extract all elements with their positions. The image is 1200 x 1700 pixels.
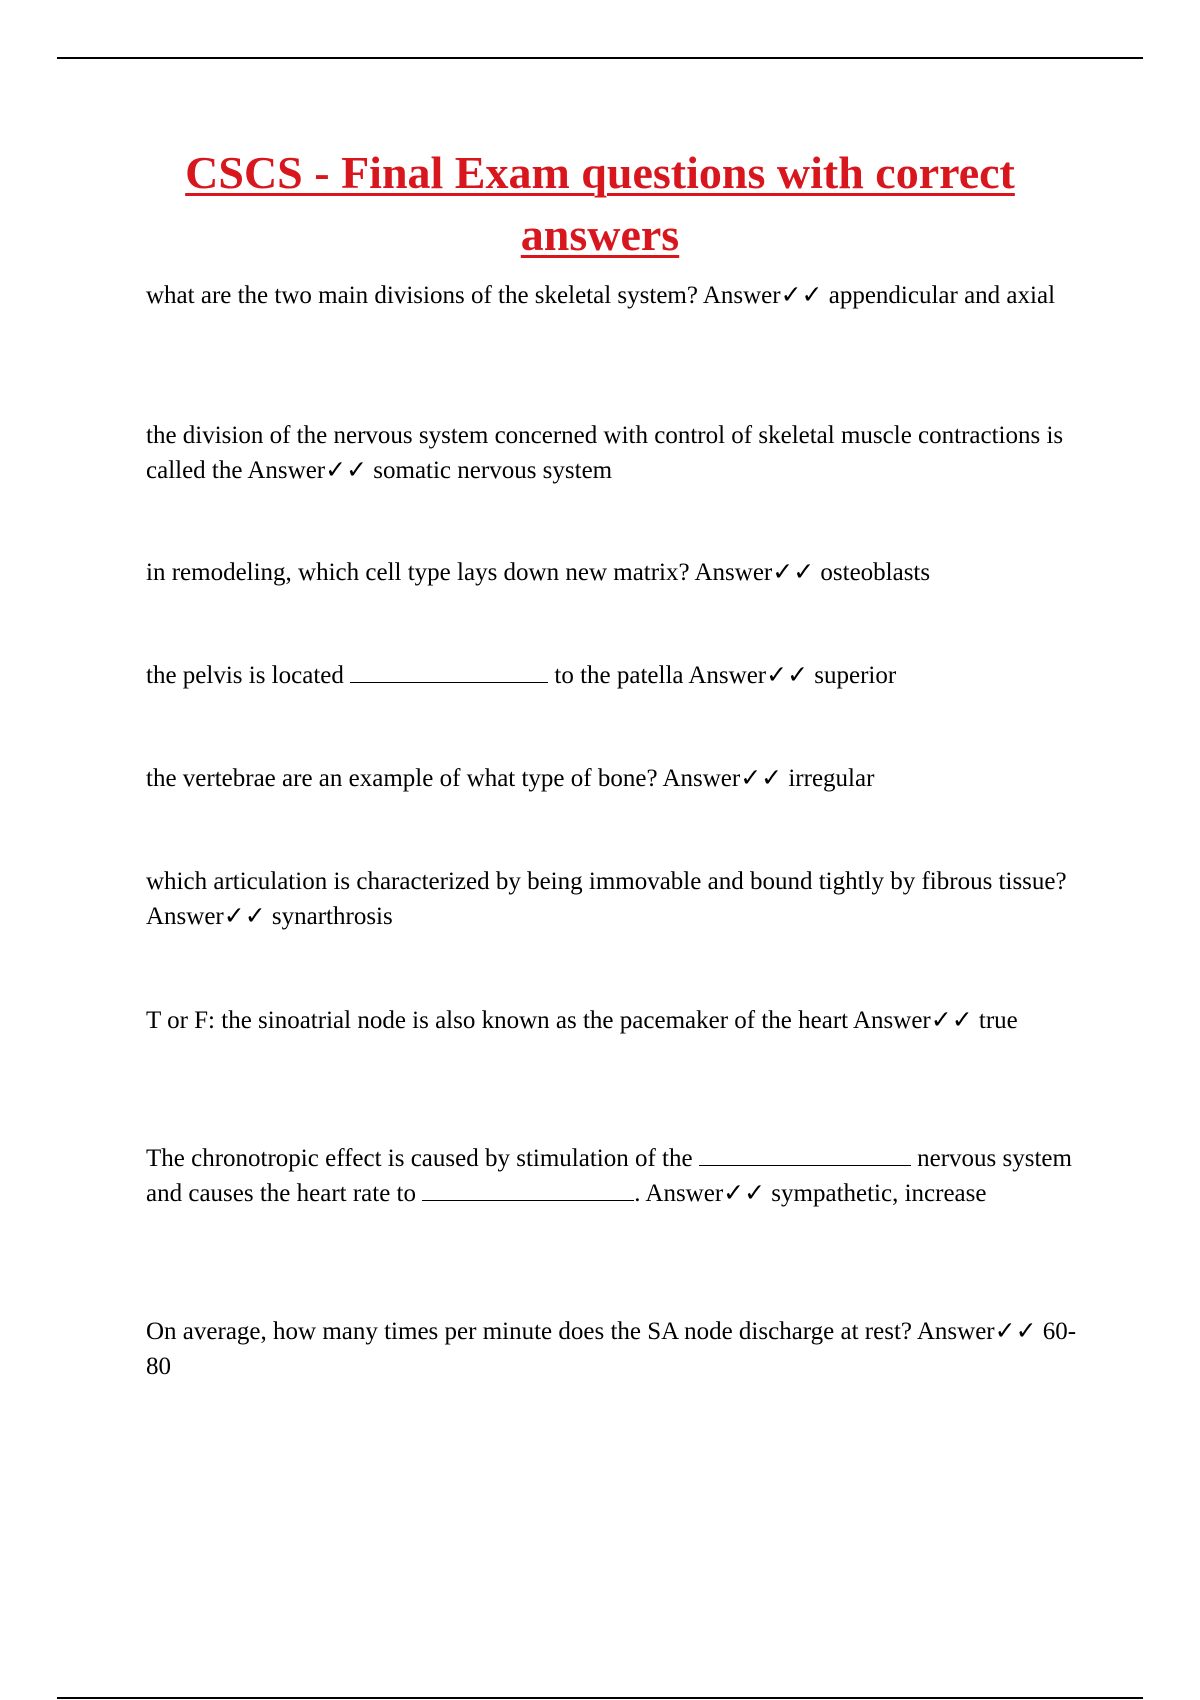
fill-in-blank — [699, 1143, 911, 1166]
question-text-continued: nervous system and causes the heart rate to — [146, 1145, 1072, 1207]
question-text: the pelvis is located — [146, 662, 344, 689]
fill-in-blank — [422, 1178, 634, 1201]
answer-text: appendicular and axial — [828, 282, 1056, 309]
fill-in-blank — [350, 660, 548, 683]
answer-marker: Answer✓✓ — [702, 282, 823, 309]
question-text: in remodeling, which cell type lays down new matrix? — [146, 559, 690, 586]
answer-text: 60-80 — [146, 1318, 1077, 1380]
top-rule — [57, 57, 1143, 59]
question-text: T or F: the sinoatrial node is also known as the pacemaker of the heart — [146, 1007, 849, 1034]
answer-text: superior — [814, 662, 897, 689]
question-text: what are the two main divisions of the skeletal system? — [146, 282, 698, 309]
qa-item-somatic-system — [146, 418, 1081, 488]
qa-item-remodeling — [146, 555, 1081, 590]
answer-text: true — [978, 1007, 1018, 1034]
question-text: On average, how many times per minute does the SA node discharge at rest? — [146, 1318, 912, 1345]
answer-text: sympathetic, increase — [771, 1180, 987, 1207]
answer-marker: Answer✓✓ — [146, 903, 266, 930]
question-text: which articulation is characterized by being immovable and bound tightly by fibrous tissue? — [146, 868, 1067, 895]
answer-text: synarthrosis — [271, 903, 393, 930]
qa-item-chronotropic — [146, 1141, 1081, 1211]
answer-text: irregular — [788, 765, 875, 792]
answer-marker: Answer✓✓ — [853, 1007, 973, 1034]
qa-item-pelvis — [146, 658, 1081, 693]
qa-item-sinoatrial-node — [146, 1003, 1081, 1038]
answer-marker: Answer✓✓ — [694, 559, 815, 586]
answer-marker: Answer✓✓ — [916, 1318, 1037, 1345]
qa-item-skeletal-divisions — [146, 278, 1081, 313]
answer-marker: Answer✓✓ — [645, 1180, 766, 1207]
answer-text: somatic nervous system — [373, 457, 613, 484]
bottom-rule — [57, 1697, 1143, 1699]
qa-item-sa-node-rate — [146, 1314, 1081, 1384]
question-text: The chronotropic effect is caused by stimulation of the — [146, 1145, 693, 1172]
answer-marker: Answer✓✓ — [247, 457, 368, 484]
document-title: CSCS - Final Exam questions with correct answers — [185, 147, 1015, 260]
question-text: the vertebrae are an example of what type of bone? — [146, 765, 658, 792]
question-text-end: . — [634, 1180, 641, 1207]
question-text-continued: to the patella — [554, 662, 684, 689]
qa-item-articulation — [146, 864, 1081, 934]
answer-text: osteoblasts — [820, 559, 931, 586]
question-text: the division of the nervous system concerned with control of skeletal muscle contractions is called the — [146, 422, 1064, 484]
answer-marker: Answer✓✓ — [688, 662, 809, 689]
qa-item-vertebrae — [146, 761, 1081, 796]
answer-marker: Answer✓✓ — [662, 765, 783, 792]
